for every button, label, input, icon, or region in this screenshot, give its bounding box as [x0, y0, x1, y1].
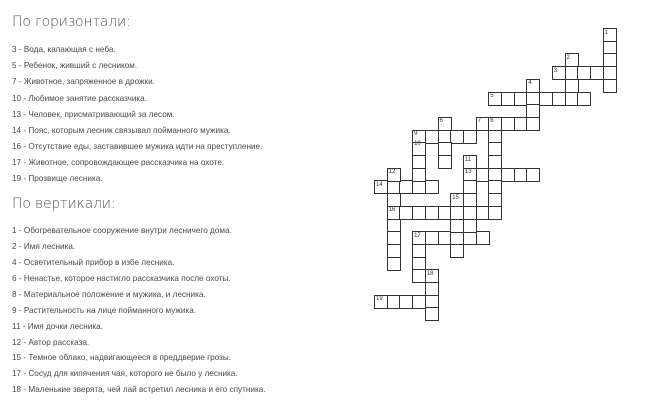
vertical-title: По вертикали:	[12, 196, 116, 212]
crossword-cell[interactable]	[412, 168, 426, 182]
vertical-clue: 17 - Сосуд для кипячения чая, которого не было у лесника.	[12, 369, 238, 378]
vertical-clue: 1 - Обогревательное сооружение внутри лесничего дома.	[12, 226, 232, 235]
vertical-clue: 4 - Осветительный прибор в избе лесника.	[12, 258, 175, 267]
horizontal-clue: 14 - Пояс, которым лесник связывал пойманного мужика.	[12, 126, 231, 135]
vertical-clue: 11 - Имя дочки лесника.	[12, 322, 103, 331]
crossword-cell[interactable]	[603, 53, 617, 67]
horizontal-clue: 17 - Животное, сопровождающее рассказчика на охоте.	[12, 158, 225, 167]
crossword-cell[interactable]	[526, 79, 540, 93]
horizontal-clue: 16 - Отсутствие еды, заставившее мужика идти на преступление.	[12, 142, 263, 151]
crossword-cell[interactable]	[526, 104, 540, 118]
crossword-cell[interactable]	[526, 168, 540, 182]
horizontal-clue: 13 - Человек, присматривающий за лесом.	[12, 110, 175, 119]
horizontal-clue: 10 - Любимое занятие рассказчика.	[12, 94, 148, 103]
crossword-cell[interactable]	[577, 92, 591, 106]
crossword-cell[interactable]	[463, 130, 477, 144]
crossword-cell[interactable]	[387, 168, 401, 182]
horizontal-title: По горизонтали:	[12, 14, 131, 30]
clue-number: 11	[464, 156, 472, 163]
clue-number: 17	[414, 232, 421, 239]
vertical-clue: 8 - Материальное положение и мужика, и лесника.	[12, 290, 206, 299]
vertical-clue: 18 - Маленькие зверята, чей лай встретил лесника и его спутника.	[12, 385, 266, 394]
vertical-clue: 9 - Растительность на лице пойманного мужика.	[12, 306, 197, 315]
vertical-clue: 2 - Имя лесника.	[12, 242, 76, 251]
crossword-cell[interactable]	[387, 193, 401, 207]
vertical-clue: 15 - Темное облако, надвигающееся в преддверие грозы.	[12, 353, 232, 362]
crossword-cell[interactable]	[387, 257, 401, 271]
vertical-clue: 12 - Автор рассказа.	[12, 338, 90, 347]
crossword-cell[interactable]	[565, 79, 579, 93]
crossword-cell[interactable]	[476, 231, 490, 245]
clue-number: 18	[426, 270, 434, 277]
crossword-cell[interactable]	[526, 117, 540, 131]
crossword-cell[interactable]	[565, 53, 579, 67]
clue-number: 12	[388, 169, 396, 176]
clue-number: 10	[414, 141, 421, 148]
crossword-cell[interactable]	[463, 155, 477, 169]
clue-number: 8	[490, 118, 494, 125]
crossword-cell[interactable]	[438, 155, 452, 169]
crossword-cell[interactable]	[488, 193, 502, 207]
crossword-cell[interactable]	[450, 193, 464, 207]
crossword-cell[interactable]	[438, 117, 452, 131]
horizontal-clue: 5 - Ребенок, живший с лесником.	[12, 61, 138, 70]
crossword-cell[interactable]	[463, 193, 477, 207]
crossword-cell[interactable]	[463, 219, 477, 233]
horizontal-clue: 3 - Вода, капающая с неба.	[12, 45, 116, 54]
clue-number: 19	[376, 296, 383, 303]
horizontal-clue: 19 - Прозвище лесника.	[12, 174, 103, 183]
crossword-cell[interactable]	[450, 244, 464, 258]
clue-number: 16	[388, 207, 396, 214]
clue-number: 6	[439, 118, 443, 125]
clue-number: 9	[414, 131, 418, 138]
vertical-clue: 6 - Ненастье, которое настигло рассказчика после охоты.	[12, 274, 231, 283]
clue-number: 13	[464, 169, 472, 176]
clue-number: 4	[528, 80, 532, 87]
crossword-cell[interactable]	[450, 219, 464, 233]
horizontal-clue: 7 - Животное, запряженное в дрожки.	[12, 77, 155, 86]
crossword-cell[interactable]	[425, 307, 439, 321]
crossword-cell[interactable]	[488, 206, 502, 220]
clue-number: 2	[566, 54, 570, 61]
clue-number: 7	[477, 118, 481, 125]
clue-number: 1	[604, 29, 608, 36]
clue-number: 3	[553, 67, 558, 74]
crossword-cell[interactable]	[603, 79, 617, 93]
crossword-cell[interactable]	[488, 155, 502, 169]
clue-number: 14	[376, 181, 383, 188]
clue-number: 15	[452, 194, 459, 201]
crossword-cell[interactable]	[425, 180, 439, 194]
clue-number: 5	[490, 93, 494, 99]
